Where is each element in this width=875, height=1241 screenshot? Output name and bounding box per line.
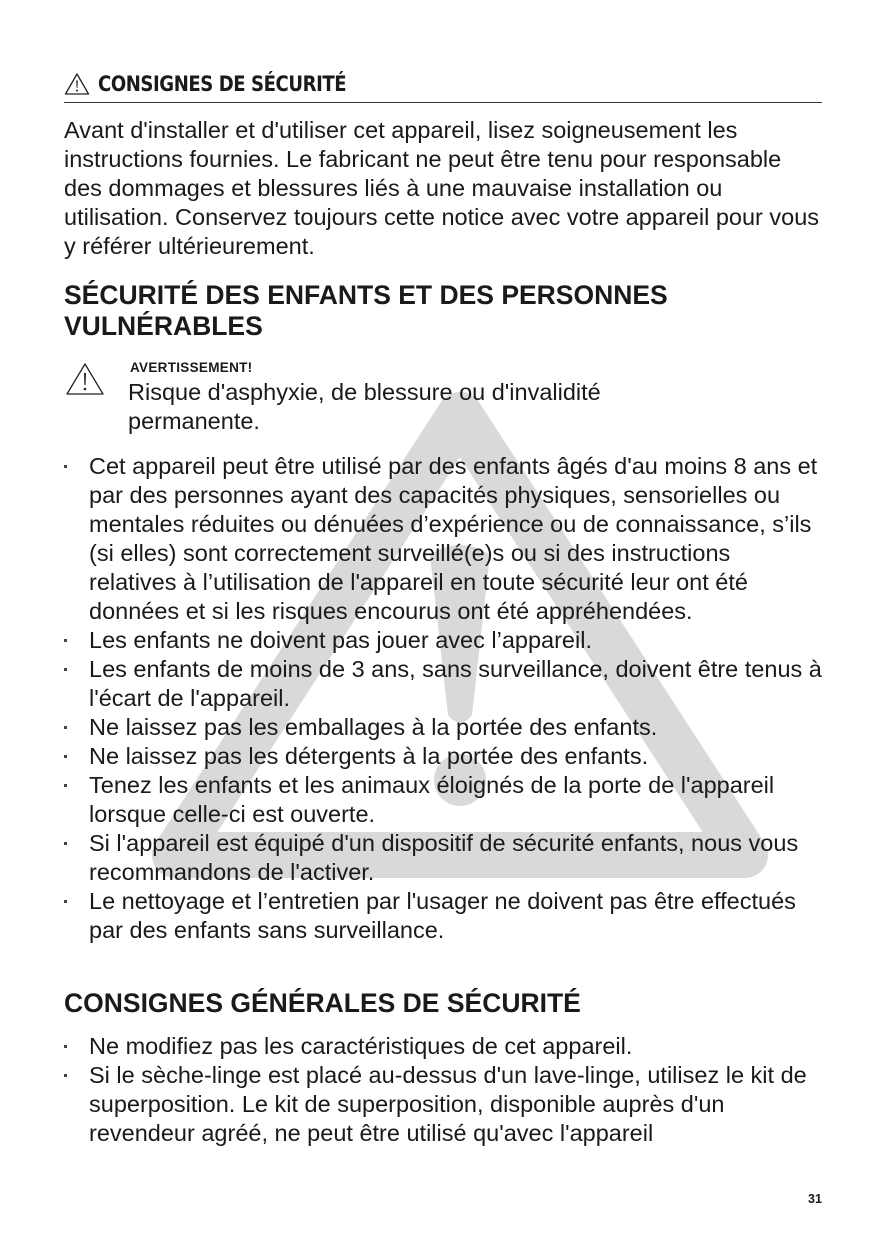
children-safety-heading: SÉCURITÉ DES ENFANTS ET DES PERSONNES VULNÉRABLES [64,280,668,341]
list-item: Le nettoyage et l’entretien par l'usager ne doivent pas être effectués par des enfants sans surveillance. [64,887,824,945]
general-safety-list [64,1032,824,1148]
intro-paragraph: Avant d'installer et d'utiliser cet appareil, lisez soigneusement les instructions fournies. Le fabricant ne peut être tenu pour responsable des dommages et blessures liés à une mauvaise installation ou utilisation. Conservez toujours cette notice avec votre appareil pour vous y référer ultérieurement. [64,117,820,259]
list-item: Ne laissez pas les détergents à la portée des enfants. [64,742,824,771]
section-header [64,66,822,103]
list-item: Si l'appareil est équipé d'un dispositif de sécurité enfants, nous vous recommandons de l'activer. [64,829,824,887]
list-item: Tenez les enfants et les animaux éloignés de la porte de l'appareil lorsque celle-ci est ouverte. [64,771,824,829]
general-safety-heading: CONSIGNES GÉNÉRALES DE SÉCURITÉ [64,988,581,1018]
list-item: Si le sèche-linge est placé au-dessus d'un lave-linge, utilisez le kit de superposition. Le kit de superposition, disponible auprès d'un revendeur agréé, ne peut être utilisé qu'avec l'appareil [64,1061,824,1148]
page-number: 31 [808,1192,822,1206]
warning-triangle-icon [65,362,105,396]
list-item: Les enfants de moins de 3 ans, sans surveillance, doivent être tenus à l'écart de l'appareil. [64,655,824,713]
list-item: Ne modifiez pas les caractéristiques de cet appareil. [64,1032,824,1061]
warning-label: AVERTISSEMENT! [130,360,253,375]
list-item: Cet appareil peut être utilisé par des enfants âgés d'au moins 8 ans et par des personnes ayant des capacités physiques, sensorielles ou mentales réduites ou dénuées d’expérience ou de connaissance, s’ils (si elles) sont correctement surveillé(e)s ou si des instructions relatives à l’utilisation de l'appareil en toute sécurité leur ont été données et si les risques encourus ont été appréhendées. [64,452,824,626]
list-item: Ne laissez pas les emballages à la portée des enfants. [64,713,824,742]
warning-triangle-icon [64,72,90,96]
list-item: Les enfants ne doivent pas jouer avec l’appareil. [64,626,824,655]
warning-text: Risque d'asphyxie, de blessure ou d'invalidité permanente. [128,379,601,434]
children-safety-list [64,452,824,945]
page-title: CONSIGNES DE SÉCURITÉ [98,72,347,96]
